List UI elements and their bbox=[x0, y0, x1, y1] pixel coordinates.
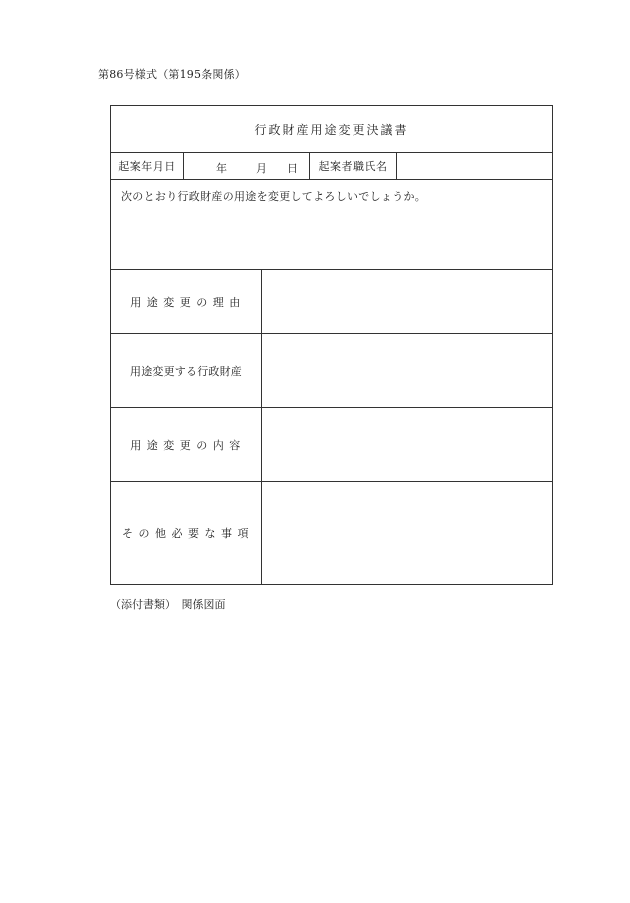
form-title: 行政財産用途変更決議書 bbox=[111, 106, 552, 153]
attachment-note: （添付書類） 関係図面 bbox=[110, 598, 226, 611]
draft-date-label: 起案年月日 bbox=[111, 153, 184, 179]
reason-label: 用途変更の理由 bbox=[111, 270, 262, 333]
form-number: 第86号様式（第195条関係） bbox=[98, 68, 246, 81]
property-row bbox=[111, 334, 552, 408]
reason-field[interactable] bbox=[262, 270, 552, 333]
property-field[interactable] bbox=[262, 334, 552, 407]
other-field[interactable] bbox=[262, 482, 552, 584]
decision-form bbox=[110, 105, 553, 585]
year-label: 年 bbox=[216, 162, 227, 175]
header-row bbox=[111, 153, 552, 180]
day-label: 日 bbox=[287, 162, 298, 175]
statement-row bbox=[111, 180, 552, 270]
other-label: その他必要な事項 bbox=[111, 482, 262, 584]
drafter-label: 起案者職氏名 bbox=[310, 153, 397, 179]
content-field[interactable] bbox=[262, 408, 552, 481]
drafter-field[interactable] bbox=[397, 153, 553, 179]
statement-text: 次のとおり行政財産の用途を変更してよろしいでしょうか。 bbox=[121, 190, 427, 203]
draft-date-field[interactable] bbox=[184, 153, 310, 179]
reason-row bbox=[111, 270, 552, 334]
content-label: 用途変更の内容 bbox=[111, 408, 262, 481]
property-label: 用途変更する行政財産 bbox=[111, 334, 262, 407]
other-row bbox=[111, 482, 552, 584]
month-label: 月 bbox=[256, 162, 267, 175]
content-row bbox=[111, 408, 552, 482]
